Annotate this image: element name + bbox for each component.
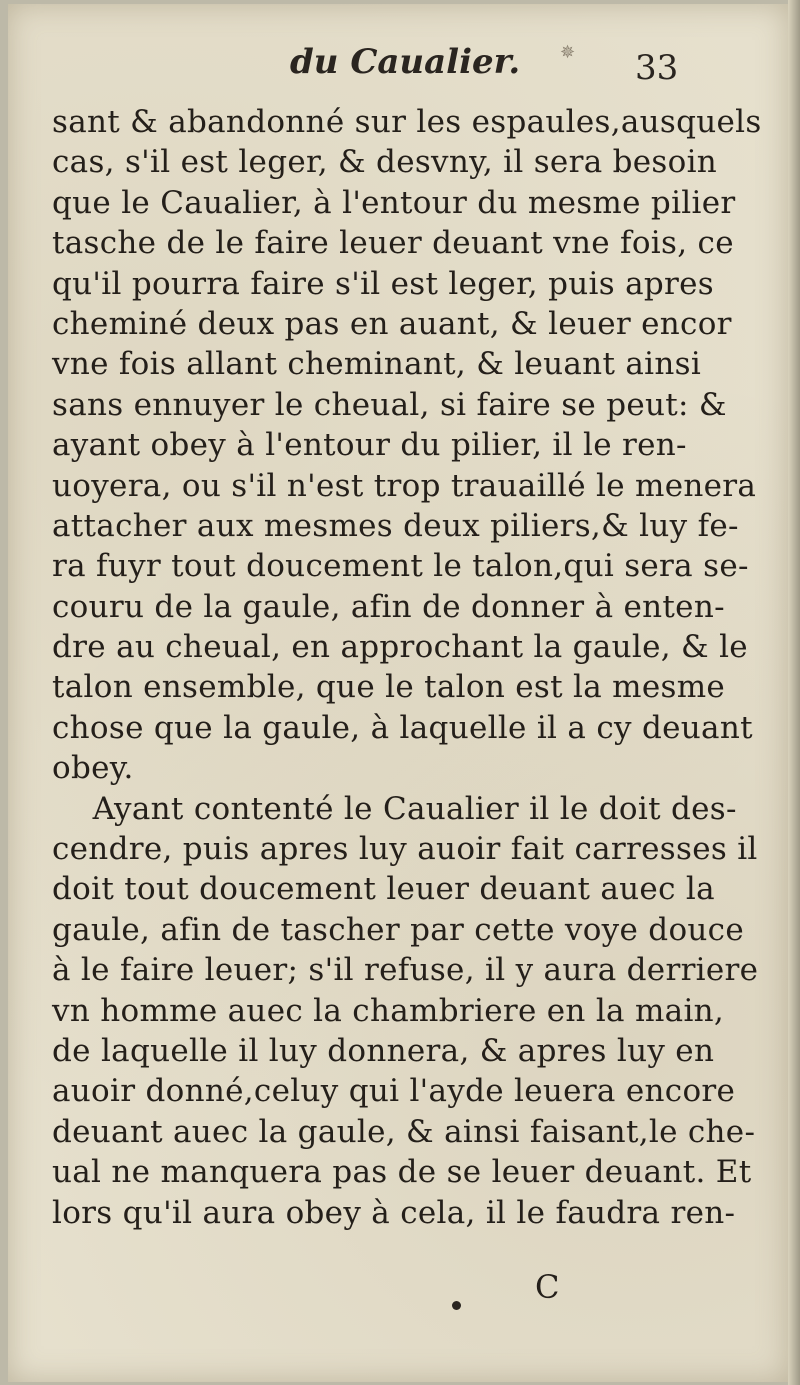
- text-line: attacher aux mesmes deux piliers,& luy fe-: [52, 507, 739, 544]
- text-line: doit tout doucement leuer deuant auec la: [52, 871, 715, 908]
- body-text: [52, 102, 762, 1233]
- text-line: lors qu'il aura obey à cela, il le faudra ren-: [52, 1194, 736, 1231]
- text-line: de laquelle il luy donnera, & apres luy en: [52, 1032, 715, 1069]
- text-line: vne fois allant cheminant, & leuant ainsi: [52, 346, 702, 383]
- text-line: cendre, puis apres luy auoir fait carresses il: [52, 831, 758, 868]
- text-line: couru de la gaule, afin de donner à enten-: [52, 588, 725, 625]
- text-line: sans ennuyer le cheual, si faire se peut: &: [52, 386, 727, 423]
- text-line: ayant obey à l'entour du pilier, il le ren-: [52, 427, 687, 464]
- text-line: qu'il pourra faire s'il est leger, puis apres: [52, 265, 714, 302]
- page-number: 33: [635, 48, 679, 88]
- text-line: vn homme auec la chambriere en la main,: [52, 992, 725, 1029]
- text-line: à le faire leuer; s'il refuse, il y aura derriere: [52, 952, 759, 989]
- text-line: ra fuyr tout doucement le talon,qui sera se-: [52, 548, 749, 585]
- text-line: dre au cheual, en approchant la gaule, & le: [52, 629, 748, 666]
- text-line: sant & abandonné sur les espaules,ausquels: [52, 104, 762, 140]
- text-line: auoir donné,celuy qui l'ayde leuera encore: [52, 1073, 736, 1110]
- star-ornament-icon: ✵: [560, 42, 576, 63]
- text-line: ual ne manquera pas de se leuer deuant. Et: [52, 1154, 752, 1191]
- book-page: [8, 4, 788, 1382]
- text-line: tasche de le faire leuer deuant vne fois, ce: [52, 225, 734, 262]
- text-line: obey.: [52, 750, 134, 787]
- text-line: que le Caualier, à l'entour du mesme pilier: [52, 184, 736, 221]
- signature-mark: C: [535, 1268, 560, 1306]
- text-line: deuant auec la gaule, & ainsi faisant,le che-: [52, 1113, 756, 1150]
- text-line: uoyera, ou s'il n'est trop trauaillé le menera: [52, 467, 757, 504]
- page-edge: [788, 0, 800, 1385]
- ink-spot: [452, 1301, 461, 1310]
- text-line: cas, s'il est leger, & desvny, il sera besoin: [52, 144, 718, 181]
- text-line: talon ensemble, que le talon est la mesme: [52, 669, 726, 706]
- text-line: chose que la gaule, à laquelle il a cy deuant: [52, 709, 753, 746]
- text-line: cheminé deux pas en auant, & leuer encor: [52, 305, 732, 342]
- text-line: gaule, afin de tascher par cette voye douce: [52, 911, 744, 948]
- running-title: du Caualier.: [290, 42, 521, 82]
- text-line: Ayant contenté le Caualier il le doit des-: [52, 790, 737, 827]
- page-header: [8, 42, 788, 92]
